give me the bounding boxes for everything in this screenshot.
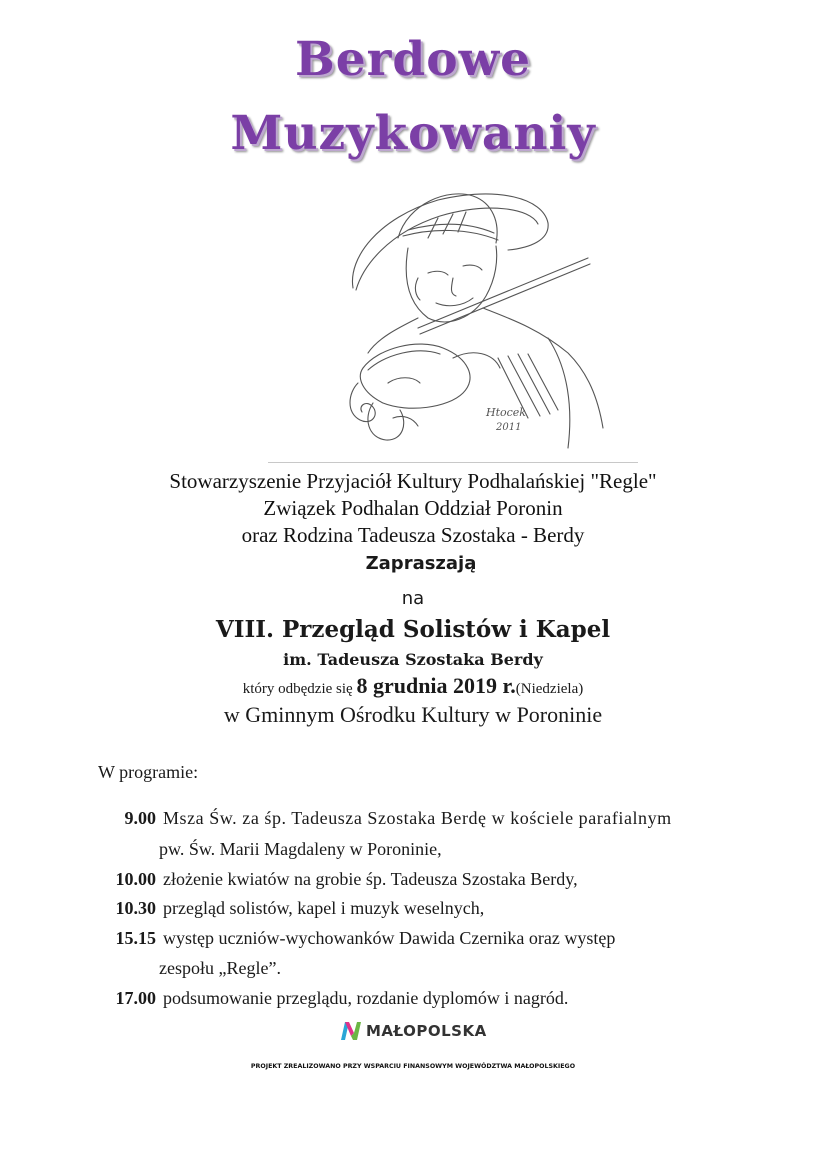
event-date: 8 grudnia 2019 r. [356,673,516,698]
program-item [96,898,484,919]
invite-text: Zapraszają [365,553,477,574]
program-item [96,808,730,829]
event-subtitle: im. Tadeusza Szostaka Berdy [283,650,543,669]
signature: Htocek [486,406,526,419]
program-desc-cont: zespołu „Regle”. [159,958,281,978]
organizer-1: Stowarzyszenie Przyjaciół Kultury Podhalańskiej "Regle" [169,469,657,493]
event-date-line [0,673,826,699]
event-name: VIII. Przegląd Solistów i Kapel [215,616,611,643]
program-desc: podsumowanie przeglądu, rozdanie dyplomów i nagród. [163,988,569,1008]
program-desc-cont: pw. Św. Marii Magdaleny w Poroninie, [159,839,442,859]
program-item [96,988,568,1009]
program-time: 17.00 [115,988,156,1008]
logo-text: MAŁOPOLSKA [366,1022,487,1040]
malopolska-logo [340,1021,487,1041]
malopolska-m-icon [340,1021,362,1041]
program-item [96,928,615,949]
program-time: 10.00 [115,869,156,889]
program-desc: złożenie kwiatów na grobie śp. Tadeusza Szostaka Berdy, [163,869,578,889]
divider [268,462,638,463]
event-location: w Gminnym Ośrodku Kultury w Poroninie [223,702,603,727]
program-time: 15.15 [115,928,156,948]
program-desc: przegląd solistów, kapel i muzyk weselnych, [163,898,485,918]
program-title: W programie: [98,762,199,782]
footer-note: PROJEKT ZREALIZOWANO PRZY WSPARCIU FINANSOWYM WOJEWÓDZTWA MAŁOPOLSKIEGO [250,1063,576,1070]
program-item [96,869,578,890]
title-line-2: Muzykowaniy [230,106,596,161]
program-time: 10.30 [115,898,156,918]
violinist-sketch-icon [268,178,640,463]
title-line-1: Berdowe [295,32,531,87]
program-desc: Msza Św. za śp. Tadeusza Szostaka Berdę w kościele parafialnym [163,808,672,828]
svg-text:2011: 2011 [496,422,522,433]
organizer-2: Związek Podhalan Oddział Poronin [263,496,563,520]
when-prefix: który odbędzie się [242,681,357,697]
na-text: na [401,588,425,609]
program-time: 9.00 [124,808,156,828]
organizer-3: oraz Rodzina Tadeusza Szostaka - Berdy [241,523,585,547]
event-day: (Niedziela) [515,681,584,697]
program-desc: występ uczniów-wychowanków Dawida Czernika oraz występ [163,928,616,948]
